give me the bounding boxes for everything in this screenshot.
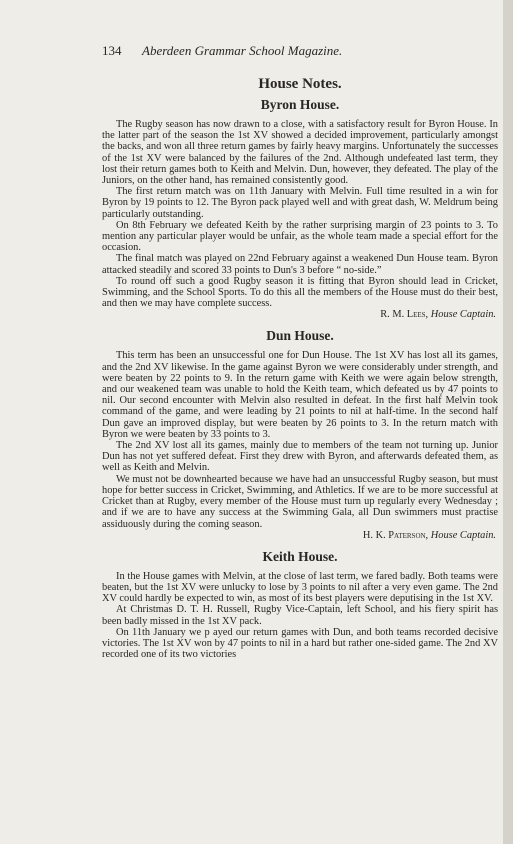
paragraph: In the House games with Melvin, at the close of last term, we fared badly. Both teams were beaten, but the 1st XV were unlucky to lose by 3 points to nil after a very even game. The 2nd XV could hardly be expected to win, as most of its best players were deputising in the 1st XV. <box>102 570 498 605</box>
signature-name: R. M. Lees, <box>380 309 429 321</box>
signature <box>102 530 498 542</box>
article-title: House Notes. <box>258 76 342 92</box>
signature-role: House Captain. <box>430 529 496 541</box>
paragraph: At Christmas D. T. H. Russell, Rugby Vice-Captain, left School, and his fiery spirit has been badly missed in the 1st XV pack. <box>102 604 498 627</box>
magazine-title: Aberdeen Grammar School Magazine. <box>142 43 343 58</box>
paragraph: The 2nd XV lost all its games, mainly due to members of the team not turning up. Junior Dun has not yet suffered defeat. First they drew with Byron, and afterwards defeated them, as well as Keith and Melvin. <box>102 440 498 474</box>
paragraph: The first return match was on 11th January with Melvin. Full time resulted in a win for Byron by 19 points to 12. The Byron pack played well and with great dash, W. Meldrum being particularly outstanding. <box>102 186 498 220</box>
paragraph: The Rugby season has now drawn to a close, with a satisfactory result for Byron House. In the latter part of the season the 1st XV showed a decided improvement, particularly amongst the backs, and won all three return games by fairly heavy margins. Unfortunately the successes of the 1st XV were balanced by the failures of the 2nd. Although undefeated last term, they lost their return games both to Keith and Melvin. Dun, however, they defeated. The play of the Juniors, on the other hand, has remained consistently good. <box>102 119 498 187</box>
section-heading: Dun House. <box>266 328 334 344</box>
paragraph: We must not be downhearted because we have had an unsuccessful Rugby season, but must hope for better success in Cricket, Swimming, and Athletics. If we are to be more successful at Cricket than at Rugby, every member of the House must turn up regularly every Wednesday ; and if we are to have any success at the Swimming Gala, all Dun swimmers must practise assiduously during the coming season. <box>102 473 498 530</box>
section-heading: Byron House. <box>260 97 340 112</box>
signature-name: H. K. Paterson, <box>362 529 429 541</box>
paragraph: On 11th January we p ayed our return games with Dun, and both teams recorded decisive victories. The 1st XV won by 47 points to nil in a hard but rather one-sided game. The 2nd XV recorded one of its two victories <box>102 626 498 661</box>
paragraph: To round off such a good Rugby season it is fitting that Byron should lead in Cricket, Swimming, and the School Sports. To do this all the members of the House must do their best, and then we may have complete success. <box>102 275 498 310</box>
paragraph: The final match was played on 22nd February against a weakened Dun House team. Byron attacked steadily and scored 33 points to Dun's 3 before “ no-side.” <box>102 253 498 276</box>
paragraph: On 8th February we defeated Keith by the rather surprising margin of 23 points to 3. To mention any particular player would be unfair, as the whole team made a special effort for the occasion. <box>102 219 498 254</box>
section-byron-house <box>102 95 498 321</box>
section-heading: Keith House. <box>262 548 338 564</box>
running-header <box>102 43 432 59</box>
paragraph: This term has been an unsuccessful one for Dun House. The 1st XV has lost all its games, and the 2nd XV likewise. In the game against Byron we were considerably under strength, and were beaten by 22 points to 9. In the return game with Keith we were again below strength, and our weakened team was unable to hold the Keith team, which defeated us by 47 points to nil. Our second encounter with Melvin also resulted in defeat. In the first half Melvin took command of the game, and were leading by 21 points to nil at half-time. In the second half Dun gave an improved display, but were beaten by 26 points to 3. In the return match with Byron we were beaten by 33 points to 3. <box>102 350 498 440</box>
page-number: 134 <box>102 43 122 58</box>
signature <box>102 309 498 321</box>
section-dun-house <box>102 326 498 541</box>
section-keith-house <box>102 547 498 661</box>
signature-role: House Captain. <box>430 309 496 321</box>
article <box>102 73 498 660</box>
